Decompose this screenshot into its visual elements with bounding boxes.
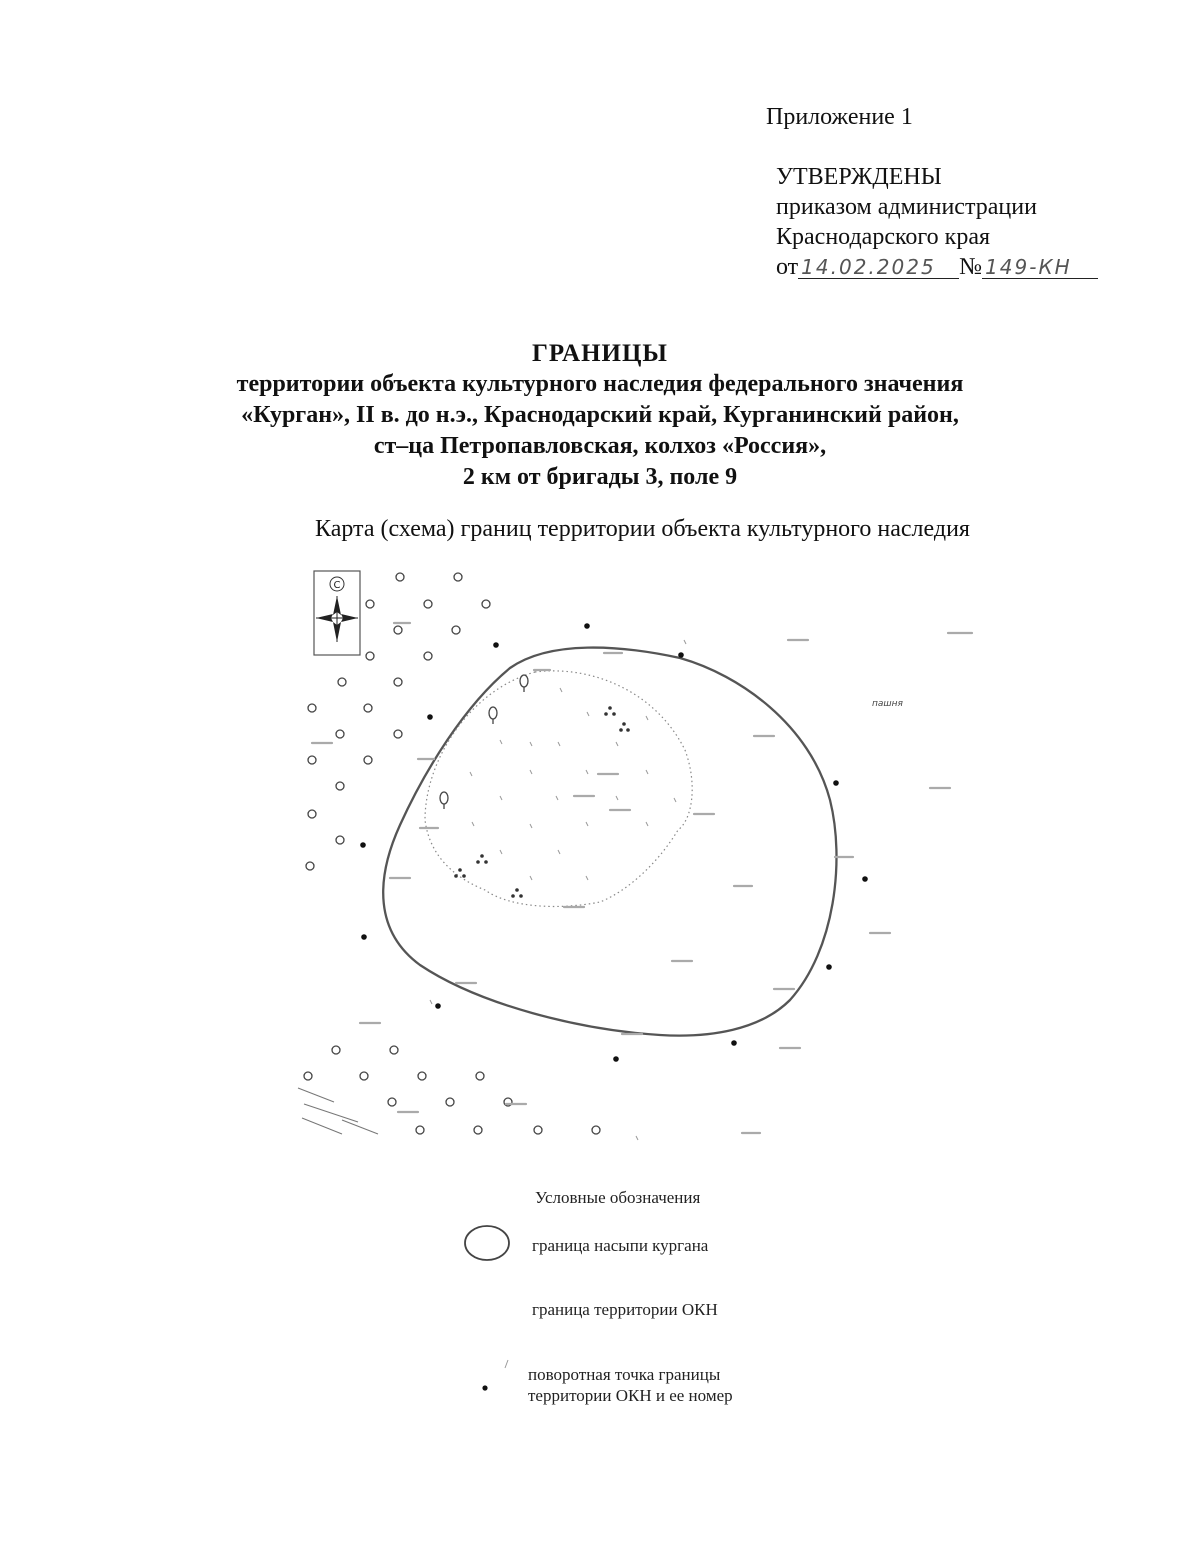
legend-territory-boundary: граница территории ОКН	[532, 1300, 718, 1319]
deciduous-tree-icons	[440, 675, 528, 809]
elevation-marks	[430, 640, 686, 1140]
legend-mound-boundary: граница насыпи кургана	[532, 1236, 709, 1255]
title-main: ГРАНИЦЫ	[532, 340, 668, 367]
handwritten-date: 14.02.2025	[798, 256, 959, 279]
title-line-3: ст–ца Петропавловская, колхоз «Россия»,	[373, 433, 827, 459]
map-subtitle: Карта (схема) границ территории объекта культурного наследия	[315, 516, 970, 542]
approval-date-number-line	[776, 252, 1098, 282]
legend-mound-symbol	[462, 1222, 512, 1264]
compass-letter: С	[333, 580, 341, 591]
legend-turning-point	[528, 1364, 733, 1406]
legend-heading: Условные обозначения	[535, 1188, 701, 1207]
appendix-label: Приложение 1	[766, 104, 913, 130]
approved-region: Краснодарского края	[776, 224, 991, 250]
territory-boundary	[425, 671, 692, 907]
number-sign: №	[959, 254, 983, 280]
approved-heading: УТВЕРЖДЕНЫ	[776, 164, 942, 190]
approved-by-order: приказом администрации	[776, 194, 1037, 220]
compass-north-icon	[314, 571, 360, 655]
mound-boundary	[383, 648, 836, 1036]
turning-points	[360, 623, 868, 1062]
handwritten-number: 149-КН	[982, 256, 1098, 279]
field-label: пашня	[872, 699, 903, 709]
legend-turning-point-line1: поворотная точка границы	[528, 1365, 721, 1384]
boundary-map	[280, 560, 1000, 1160]
bush-symbols	[454, 706, 630, 898]
tree-symbols	[304, 573, 600, 1134]
document-title	[0, 338, 1200, 493]
approval-block	[776, 162, 1098, 282]
legend-turning-point-line2: территории ОКН и ее номер	[528, 1386, 733, 1405]
from-prefix: от	[776, 254, 799, 280]
title-line-4: 2 км от бригады 3, поле 9	[462, 464, 738, 490]
ditch-hatching	[298, 1088, 378, 1134]
legend-turning-point-symbol	[478, 1358, 518, 1398]
title-line-1: территории объекта культурного наследия федерального значения	[236, 371, 964, 397]
title-line-2: «Курган», II в. до н.э., Краснодарский край, Курганинский район,	[241, 402, 959, 428]
